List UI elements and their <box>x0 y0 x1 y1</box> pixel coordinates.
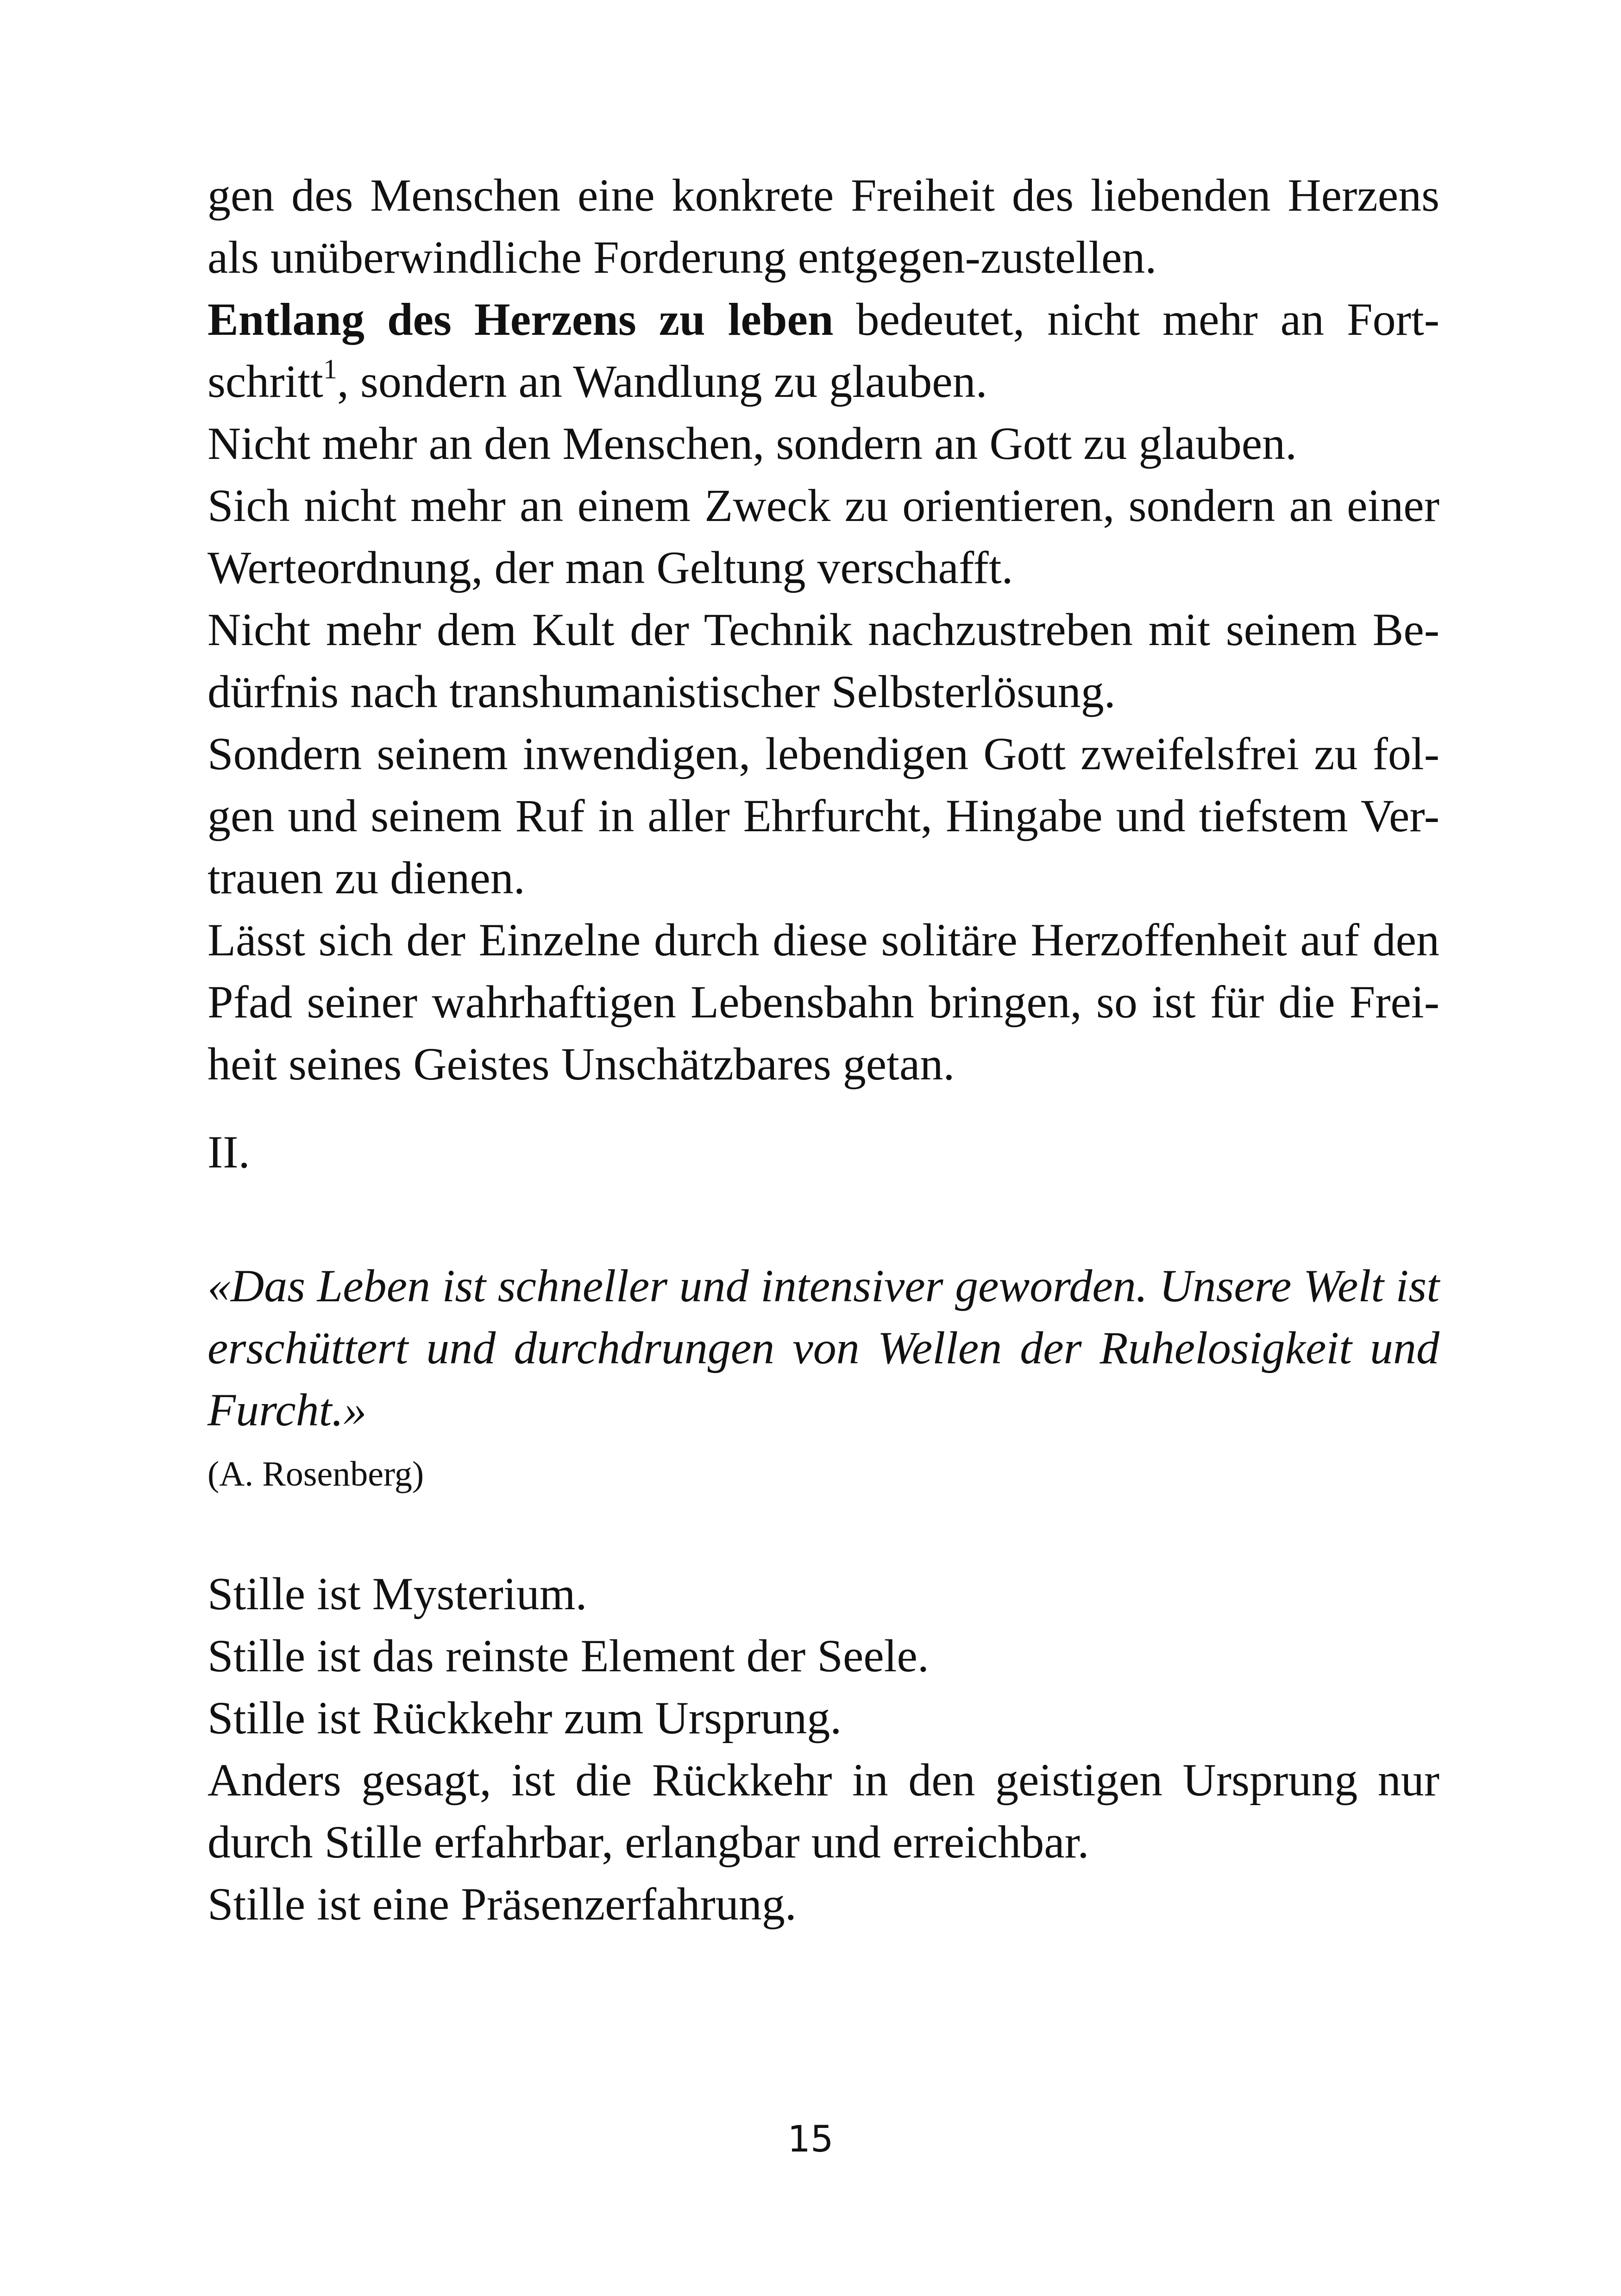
text-line: Stille ist eine Präsenzerfahrung. <box>207 1878 797 1930</box>
quote-block <box>207 1255 1439 1441</box>
page-number: 15 <box>787 2119 834 2160</box>
footnote-marker[interactable]: 1 <box>323 354 337 384</box>
body-text-lower <box>207 1563 1439 1935</box>
text-line: Stille ist Mysterium. <box>207 1568 587 1619</box>
text-line <box>207 351 1439 413</box>
text-span: bedeutet, nicht mehr an Fort- <box>833 294 1439 345</box>
text-line: Stille ist das reinste Element der Seele. <box>207 1630 929 1681</box>
text-line: durch Stille erfahrbar, erlangbar und erreichbar. <box>207 1816 1089 1868</box>
text-line: Pfad seiner wahrhaftigen Lebensbahn bringen, so ist für die Frei- <box>207 976 1439 1028</box>
quote-line: «Das Leben ist schneller und intensiver geworden. Unsere Welt ist <box>207 1260 1439 1311</box>
text-line: Werteordnung, der man Geltung verschafft. <box>207 542 1013 593</box>
text-line: trauen zu dienen. <box>207 852 525 903</box>
body-text-upper <box>207 164 1439 1095</box>
text-span: , sondern an Wandlung zu glauben. <box>337 356 987 407</box>
text-line: Sich nicht mehr an einem Zweck zu orientieren, sondern an einer <box>207 480 1439 531</box>
text-line: gen des Menschen eine konkrete Freiheit des liebenden Herzens <box>207 169 1439 221</box>
text-line: gen und seinem Ruf in aller Ehrfurcht, Hingabe und tiefstem Ver- <box>207 790 1439 841</box>
text-line <box>207 289 1439 351</box>
text-line: Nicht mehr dem Kult der Technik nachzustreben mit seinem Be- <box>207 604 1439 655</box>
quote-author: (A. Rosenberg) <box>207 1455 424 1493</box>
section-heading: II. <box>207 1126 250 1178</box>
text-line: dürfnis nach transhumanistischer Selbsterlösung. <box>207 666 1116 717</box>
text-line: Lässt sich der Einzelne durch diese solitäre Herzoffenheit auf den <box>207 914 1439 966</box>
text-span: schritt <box>207 356 323 407</box>
bold-phrase: Entlang des Herzens zu leben <box>207 294 834 345</box>
quote-line: Furcht.» <box>207 1384 367 1436</box>
quote-line: erschüttert und durchdrungen von Wellen der Ruhelosigkeit und <box>207 1322 1439 1374</box>
text-line: als unüberwindliche Forderung entgegen-zustellen. <box>207 232 1157 283</box>
text-line: Nicht mehr an den Menschen, sondern an Gott zu glauben. <box>207 418 1297 469</box>
text-line: Anders gesagt, ist die Rückkehr in den geistigen Ursprung nur <box>207 1754 1439 1806</box>
text-line: Stille ist Rückkehr zum Ursprung. <box>207 1692 842 1744</box>
text-line: Sondern seinem inwendigen, lebendigen Gott zweifelsfrei zu fol- <box>207 728 1439 779</box>
text-line: heit seines Geistes Unschätzbares getan. <box>207 1038 955 1090</box>
